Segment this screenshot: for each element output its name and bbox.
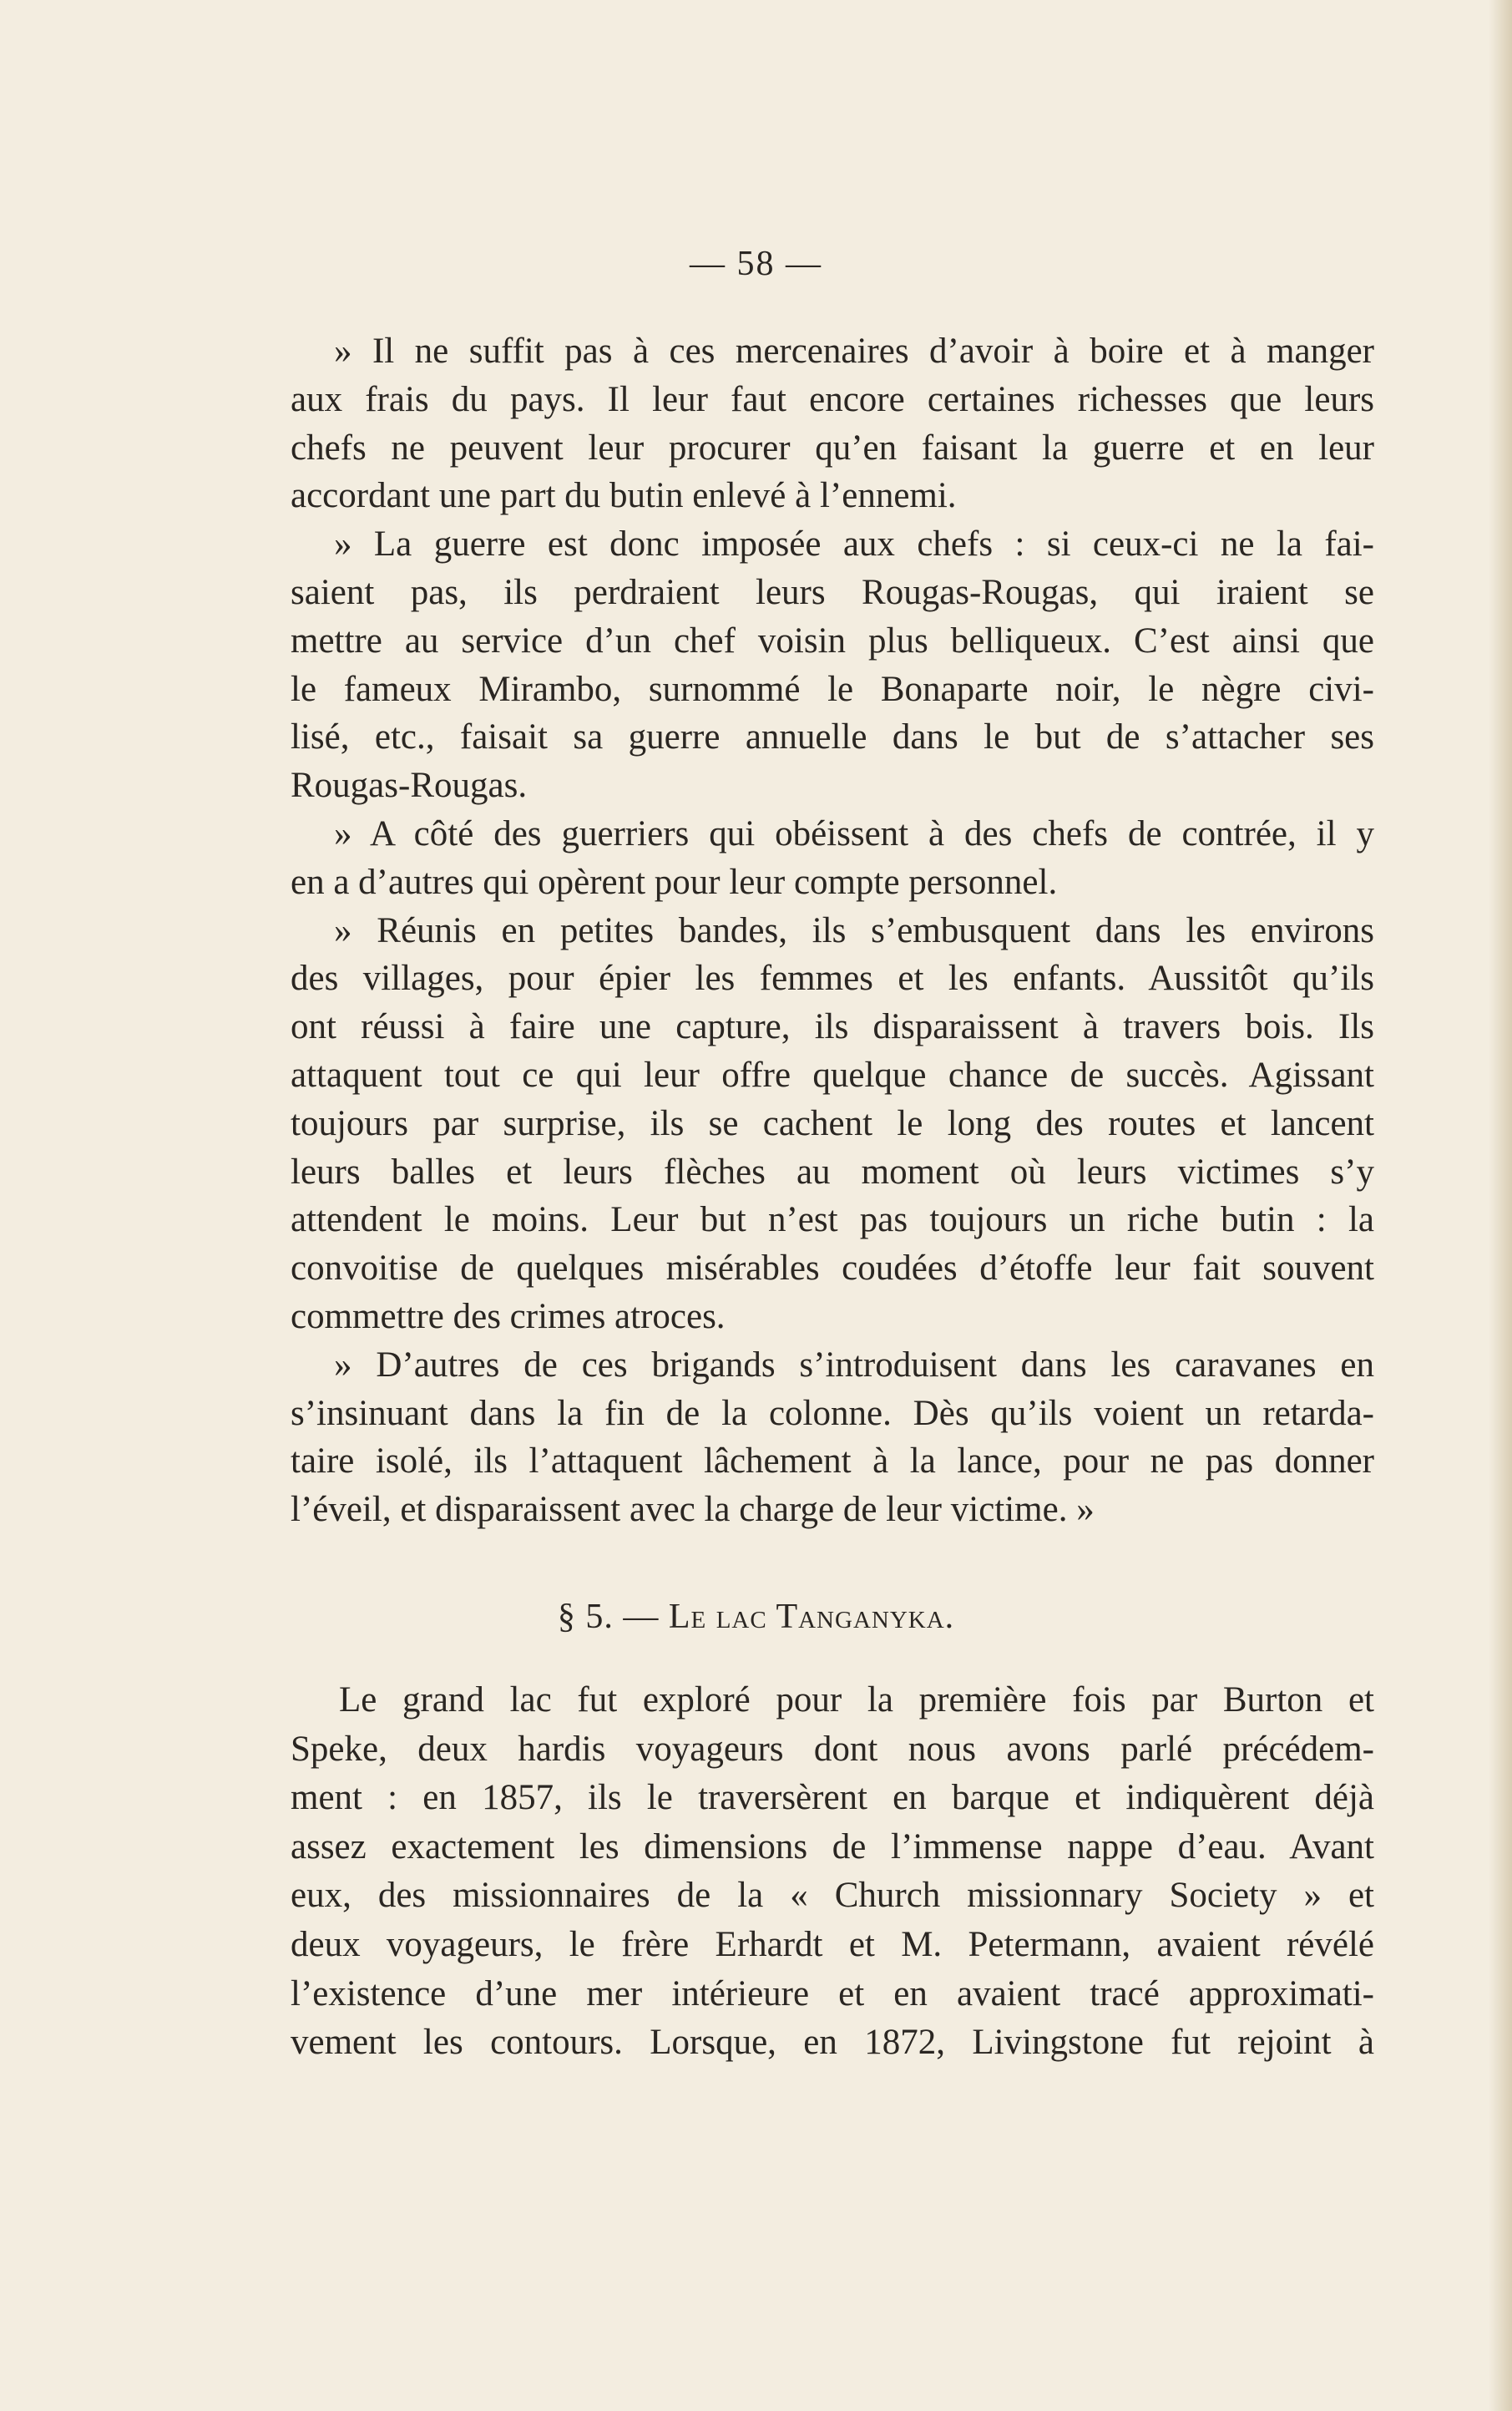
text-line: aux frais du pays. Il leur faut encore certaines richesses que leurs bbox=[291, 379, 1374, 419]
text-line: convoitise de quelques misérables coudées d’étoffe leur fait souvent bbox=[291, 1249, 1374, 1289]
text-line: Rougas-Rougas. bbox=[291, 766, 528, 806]
text-line: leurs balles et leurs flèches au moment où leurs victimes s’y bbox=[291, 1152, 1374, 1192]
text-line: ment : en 1857, ils le traversèrent en barque et indiquèrent déjà bbox=[291, 1778, 1374, 1818]
text-line: assez exactement les dimensions de l’immense nappe d’eau. Avant bbox=[291, 1826, 1374, 1866]
text-line: accordant une part du butin enlevé à l’ennemi. bbox=[291, 476, 957, 516]
page-edge-shadow bbox=[1489, 0, 1512, 2411]
text-line: » D’autres de ces brigands s’introduisent dans les caravanes en bbox=[334, 1345, 1374, 1385]
text-line: attaquent tout ce qui leur offre quelque chance de succès. Agissant bbox=[291, 1055, 1374, 1095]
text-line: » Réunis en petites bandes, ils s’embusquent dans les environs bbox=[334, 910, 1374, 950]
text-line: Le grand lac fut exploré pour la première fois par Burton et bbox=[339, 1680, 1374, 1720]
quoted-passage bbox=[291, 327, 1374, 1534]
text-line: des villages, pour épier les femmes et les enfants. Aussitôt qu’ils bbox=[291, 959, 1374, 999]
section-heading-text: § 5. — Le lac Tanganyka. bbox=[557, 1598, 955, 1636]
page-number: — 58 — bbox=[690, 245, 822, 283]
text-line: en a d’autres qui opèrent pour leur compte personnel. bbox=[291, 862, 1058, 902]
text-line: » A côté des guerriers qui obéissent à des chefs de contrée, il y bbox=[334, 813, 1374, 853]
section-heading bbox=[0, 1597, 1512, 1637]
text-line: chefs ne peuvent leur procurer qu’en faisant la guerre et en leur bbox=[291, 428, 1374, 468]
text-line: l’éveil, et disparaissent avec la charge de leur victime. » bbox=[291, 1490, 1095, 1530]
text-line: l’existence d’une mer intérieure et en avaient tracé approximati- bbox=[291, 1973, 1374, 2013]
text-line: » Il ne suffit pas à ces mercenaires d’avoir à boire et à manger bbox=[334, 332, 1374, 371]
text-line: ont réussi à faire une capture, ils disparaissent à travers bois. Ils bbox=[291, 1007, 1374, 1047]
text-line: s’insinuant dans la fin de la colonne. Dès qu’ils voient un retarda- bbox=[291, 1393, 1374, 1433]
text-line: » La guerre est donc imposée aux chefs : si ceux-ci ne la fai- bbox=[334, 524, 1374, 565]
section-paragraph bbox=[291, 1676, 1374, 2068]
text-line: commettre des crimes atroces. bbox=[291, 1296, 726, 1336]
text-line: toujours par surprise, ils se cachent le long des routes et lancent bbox=[291, 1103, 1374, 1143]
text-line: Speke, deux hardis voyageurs dont nous avons parlé précédem- bbox=[291, 1729, 1374, 1769]
text-line: saient pas, ils perdraient leurs Rougas-Rougas, qui iraient se bbox=[291, 572, 1374, 612]
text-line: taire isolé, ils l’attaquent lâchement à la lance, pour ne pas donner bbox=[291, 1441, 1374, 1482]
text-line: mettre au service d’un chef voisin plus belliqueux. C’est ainsi que bbox=[291, 620, 1374, 661]
text-line: eux, des missionnaires de la « Church missionnary Society » et bbox=[291, 1876, 1374, 1916]
text-line: attendent le moins. Leur but n’est pas toujours un riche butin : la bbox=[291, 1200, 1374, 1240]
text-line: le fameux Mirambo, surnommé le Bonaparte noir, le nègre civi- bbox=[291, 669, 1374, 709]
text-line: deux voyageurs, le frère Erhardt et M. Petermann, avaient révélé bbox=[291, 1924, 1374, 1964]
text-line: vement les contours. Lorsque, en 1872, Livingstone fut rejoint à bbox=[291, 2023, 1374, 2063]
text-line: lisé, etc., faisait sa guerre annuelle dans le but de s’attacher ses bbox=[291, 717, 1374, 757]
